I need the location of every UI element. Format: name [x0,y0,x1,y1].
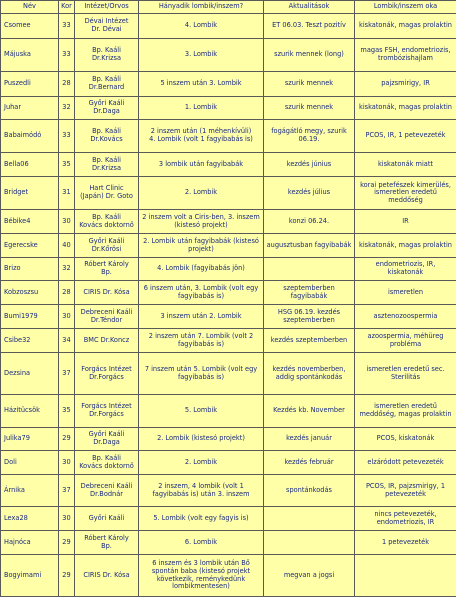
cell-name: Májuska [1,39,59,72]
table-row [1,234,456,258]
cell-age: 29 [59,531,75,555]
cell-reason [355,555,456,597]
cell-clinic: Győri Kaáli Dr.Daga [75,428,139,451]
cell-clinic: Róbert Károly Bp. [75,258,139,281]
cell-attempt: 6 inszem és 3 lombik után Bő spontán baba (kistesó projekt következik, reménykedünk lombikmentesen) [139,555,264,597]
cell-age: 40 [59,234,75,258]
cell-status: kezdés július [264,177,355,210]
cell-name: Bella06 [1,153,59,177]
cell-name: Doli [1,451,59,475]
cell-age: 35 [59,153,75,177]
header-reason: Lombik/inszem oka [355,1,456,14]
cell-attempt: 7 inszem után 5. Lombik (volt egy fagyibabás is) [139,353,264,395]
cell-attempt: 1. Lombik [139,97,264,120]
table-row [1,531,456,555]
cell-clinic: BMC Dr.Koncz [75,329,139,353]
cell-attempt: 5 inszem után 3. Lombik [139,72,264,97]
cell-name: Bogyimami [1,555,59,597]
table-body [1,14,456,597]
cell-reason: PCOS, kiskatonák [355,428,456,451]
cell-reason: asztenozoospermia [355,305,456,329]
table-row [1,507,456,531]
table-row [1,305,456,329]
cell-status: kezdés június [264,153,355,177]
cell-age: 33 [59,14,75,39]
cell-status: szurik mennek [264,72,355,97]
cell-status [264,531,355,555]
cell-name: Csibe32 [1,329,59,353]
cell-attempt: 5. Lombik (volt egy fagyis is) [139,507,264,531]
cell-reason: endometriozis, IR, kiskatonák [355,258,456,281]
header-age: Kor [59,1,75,14]
cell-attempt: 6 inszem után, 3. Lombik (volt egy fagyibabás is) [139,281,264,305]
cell-age: 31 [59,177,75,210]
cell-age: 32 [59,97,75,120]
cell-status [264,258,355,281]
cell-clinic: Dévai Intézet Dr. Dévai [75,14,139,39]
cell-age: 30 [59,507,75,531]
cell-age: 30 [59,210,75,234]
cell-clinic: Bp. Kaáli Dr.Krizsa [75,39,139,72]
cell-attempt: 3 inszem után 2. Lombik [139,305,264,329]
cell-status: ET 06.03. Teszt pozitív [264,14,355,39]
table-row [1,395,456,428]
header-row [1,1,456,14]
cell-status [264,507,355,531]
table-row [1,210,456,234]
cell-clinic: Debreceni Kaáli Dr.Téndor [75,305,139,329]
cell-reason: magas FSH, endometriozis, trombózishajlam [355,39,456,72]
cell-status: kezdés novemberben, addig spontánkodás [264,353,355,395]
cell-age: 29 [59,428,75,451]
cell-reason: korai petefészek kimerülés, ismeretlen eredetű meddőség [355,177,456,210]
cell-name: Egerecske [1,234,59,258]
cell-status: megvan a jogsi [264,555,355,597]
cell-name: Házitücsök [1,395,59,428]
cell-name: Bumi1979 [1,305,59,329]
cell-reason: nincs petevezeték, endometriozis, IR [355,507,456,531]
cell-status: kezdés február [264,451,355,475]
cell-attempt: 2 inszem, 4 lombik (volt 1 fagyibabás is) után 3. inszem [139,475,264,507]
cell-attempt: 5. Lombik [139,395,264,428]
table-row [1,555,456,597]
cell-attempt: 2 inszem után 7. Lombik (volt 2 fagyibabás is) [139,329,264,353]
header-name: Név [1,1,59,14]
cell-reason: azoospermia, méhüreg probléma [355,329,456,353]
cell-clinic: CIRIS Dr. Kósa [75,281,139,305]
cell-name: Bébike4 [1,210,59,234]
cell-status: szurik mennek (long) [264,39,355,72]
cell-age: 33 [59,39,75,72]
cell-clinic: Forgács Intézet Dr.Forgács [75,353,139,395]
table-row [1,428,456,451]
cell-age: 30 [59,305,75,329]
cell-status: fogágátló megy, szurik 06.19. [264,120,355,153]
cell-age: 28 [59,281,75,305]
cell-attempt: 2. Lombik (kistesó projekt) [139,428,264,451]
cell-status: kezdés szeptemberben [264,329,355,353]
cell-clinic: CIRIS Dr. Kósa [75,555,139,597]
cell-name: Kobzoszsu [1,281,59,305]
table-row [1,258,456,281]
table-row [1,451,456,475]
table-row [1,353,456,395]
cell-age: 30 [59,451,75,475]
table-row [1,281,456,305]
cell-reason: PCOS, IR, pajzsmirigy, 1 petevezeték [355,475,456,507]
table-row [1,329,456,353]
cell-clinic: Bp. Kaáli Kovács doktornő [75,451,139,475]
table-row [1,177,456,210]
cell-reason: kiskatonák, magas prolaktin [355,97,456,120]
cell-name: Dezsina [1,353,59,395]
cell-name: Bridget [1,177,59,210]
cell-clinic: Bp. Kaáli Dr.Bernard [75,72,139,97]
cell-clinic: Bp. Kaáli Kovács doktornő [75,210,139,234]
cell-attempt: 2 inszem után (1 méhenkívüli) 4. Lombik (volt 1 fagyibabás is) [139,120,264,153]
cell-reason: kiskatonák miatt [355,153,456,177]
table-row [1,14,456,39]
cell-clinic: Forgács Intézet Dr.Forgács [75,395,139,428]
cell-name: Brizo [1,258,59,281]
cell-attempt: 4. Lombik (fagyibabás jön) [139,258,264,281]
cell-status: szurik mennek [264,97,355,120]
cell-reason: kiskatonák, magas prolaktin [355,14,456,39]
table-row [1,120,456,153]
table-row [1,97,456,120]
cell-status: augusztusban fagyibabák [264,234,355,258]
header-status: Aktualitások [264,1,355,14]
cell-name: Babaimódó [1,120,59,153]
cell-age: 29 [59,555,75,597]
cell-name: Csomee [1,14,59,39]
header-clinic: Intézet/Orvos [75,1,139,14]
cell-name: Puszedli [1,72,59,97]
cell-status: szeptemberben fagyibabák [264,281,355,305]
cell-clinic: Hart Clinic (Japán) Dr. Goto [75,177,139,210]
cell-clinic: Bp. Kaáli Dr.Kovács [75,120,139,153]
cell-name: Árnika [1,475,59,507]
cell-name: Hajnóca [1,531,59,555]
cell-reason: IR [355,210,456,234]
cell-age: 28 [59,72,75,97]
cell-attempt: 2 inszem volt a Ciris-ben, 3. inszem (kistesó projekt) [139,210,264,234]
header-attempt: Hányadik lombik/inszem? [139,1,264,14]
cell-attempt: 6. Lombik [139,531,264,555]
cell-reason: ismeretlen eredetű meddőség, magas prolaktin [355,395,456,428]
cell-clinic: Győri Kaáli Dr.Daga [75,97,139,120]
cell-status: kezdés január [264,428,355,451]
cell-attempt: 3 lombik után fagyibabák [139,153,264,177]
cell-reason: kiskatonák, magas prolaktin [355,234,456,258]
cell-reason: elzáródott petevezeték [355,451,456,475]
cell-status: spontánkodás [264,475,355,507]
cell-reason: 1 petevezeték [355,531,456,555]
cell-status: HSG 06.19. kezdés szeptemberben [264,305,355,329]
table-row [1,475,456,507]
cell-clinic: Győri Kaáli Dr.Kőrösi [75,234,139,258]
cell-reason: PCOS, IR, 1 petevezeték [355,120,456,153]
cell-clinic: Győri Kaáli [75,507,139,531]
cell-age: 33 [59,120,75,153]
cell-name: Julika79 [1,428,59,451]
table-row [1,153,456,177]
cell-age: 35 [59,395,75,428]
cell-age: 32 [59,258,75,281]
table-row [1,72,456,97]
cell-age: 37 [59,475,75,507]
cell-reason: ismeretlen [355,281,456,305]
cell-status: konzi 06.24. [264,210,355,234]
cell-name: Juhar [1,97,59,120]
cell-attempt: 2. Lombik [139,451,264,475]
cell-attempt: 2. Lombik [139,177,264,210]
cell-attempt: 2. Lombik után fagyibabák (kistesó projekt) [139,234,264,258]
cell-attempt: 4. Lombik [139,14,264,39]
cell-clinic: Róbert Károly Bp. [75,531,139,555]
cell-reason: pajzsmirigy, IR [355,72,456,97]
cell-attempt: 3. Lombik [139,39,264,72]
cell-clinic: Debreceni Kaáli Dr.Bodnár [75,475,139,507]
cell-reason: ismeretlen eredetű sec. Sterilitás [355,353,456,395]
cell-clinic: Bp. Kaáli Dr.Krizsa [75,153,139,177]
cell-age: 37 [59,353,75,395]
cell-status: Kezdés kb. November [264,395,355,428]
cell-name: Lexa28 [1,507,59,531]
table-row [1,39,456,72]
cell-age: 34 [59,329,75,353]
